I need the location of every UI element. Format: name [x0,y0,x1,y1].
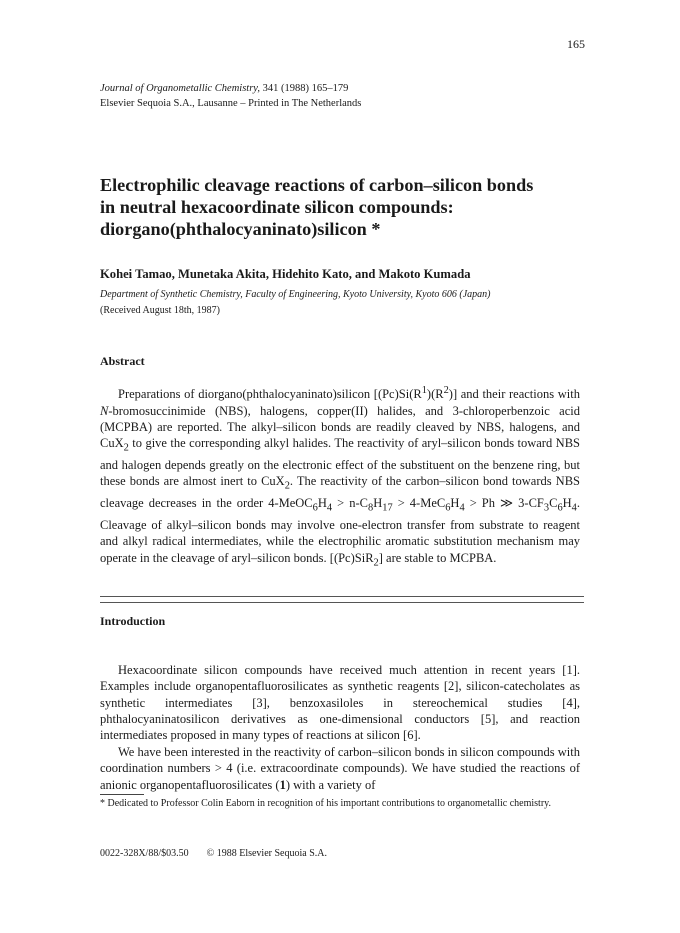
page-number: 165 [567,37,585,51]
copyright: © 1988 Elsevier Sequoia S.A. [206,848,327,859]
introduction-heading: Introduction [100,614,166,628]
footnote: * Dedicated to Professor Colin Eaborn in recognition of his important contributions to organometallic chemistry. [100,798,552,809]
intro-paragraph-2: We have been interested in the reactivity of carbon–silicon bonds in silicon compounds with coordination numbers > 4 (i.e. extracoordinate compounds). We have studied the reactions of anionic organopentafluorosilicates (1) with a variety of [100,745,580,792]
author-list: Kohei Tamao, Munetaka Akita, Hidehito Kato, and Makoto Kumada [100,267,471,281]
journal-volume: 341 (1988) 165–179 [260,83,349,94]
journal-name: Journal of Organometallic Chemistry, [100,83,261,94]
title-line: Electrophilic cleavage reactions of carbon–silicon bonds [100,175,534,195]
title-line: in neutral hexacoordinate silicon compounds: [100,197,454,217]
abstract-text: Preparations of diorgano(phthalocyaninato)silicon $[(Pc)Si(R^1)(R^2)]$ and their reactions with N-bromosuccinimide (NBS), halogens, copper(II) halides, and 3-chloroperbenzoic acid (MCPBA) are reported. The alkyl–silicon bonds are readily cleaved by NBS, halogens, and CuX$_2$ to give the corresponding alkyl halides. The reactivity of aryl–silicon bonds toward NBS and halogen depends greatly on the electronic effect of the substituent on the benzene ring, but these bonds are almost inert to CuX$_2$. The reactivity of the carbon–silicon bond towards NBS cleavage decreases in the order $4-MeOC_6H_4 > n-C_8H_{17} > 4-MeC_6H_4 > Ph$ ≫ $3-CF_3C_6H_4$. Cleavage of alkyl–silicon bonds may involve one-electron transfer from substrate to reagent and alkyl radical intermediates, while the electrophilic aromatic substitution mechanism may operate in the cleavage of aryl–silicon bonds. [(Pc)SiR$_2$] are stable to MCPBA. [100,385,580,569]
journal-header [100,81,361,111]
section-divider [100,602,584,603]
publisher-line: Elsevier Sequoia S.A., Lausanne – Printed in The Netherlands [100,98,362,109]
received-date: (Received August 18th, 1987) [100,305,220,316]
affiliation: Department of Synthetic Chemistry, Faculty of Engineering, Kyoto University, Kyoto 606 (Japan) [100,289,491,300]
footnote-rule [100,794,144,795]
page-footer [100,848,327,859]
intro-paragraph-1: Hexacoordinate silicon compounds have received much attention in recent years [1]. Examples include organopentafluorosilicates as synthetic reagents [2], silicon-catecholates as synthetic intermediates [3], benzoxasiloles in stereochemical studies [4], phthalocyaninatosilicon derivatives as one-dimensional conductors [5], and reaction intermediates proposed in many types of reactions at silicon [6]. [100,663,580,743]
abstract-heading: Abstract [100,354,145,368]
article-title [100,174,580,240]
section-divider [100,596,584,597]
journal-citation [100,81,361,96]
title-line: diorgano(phthalocyaninato)silicon * [100,219,381,239]
issn-price: 0022-328X/88/$03.50 [100,848,189,859]
